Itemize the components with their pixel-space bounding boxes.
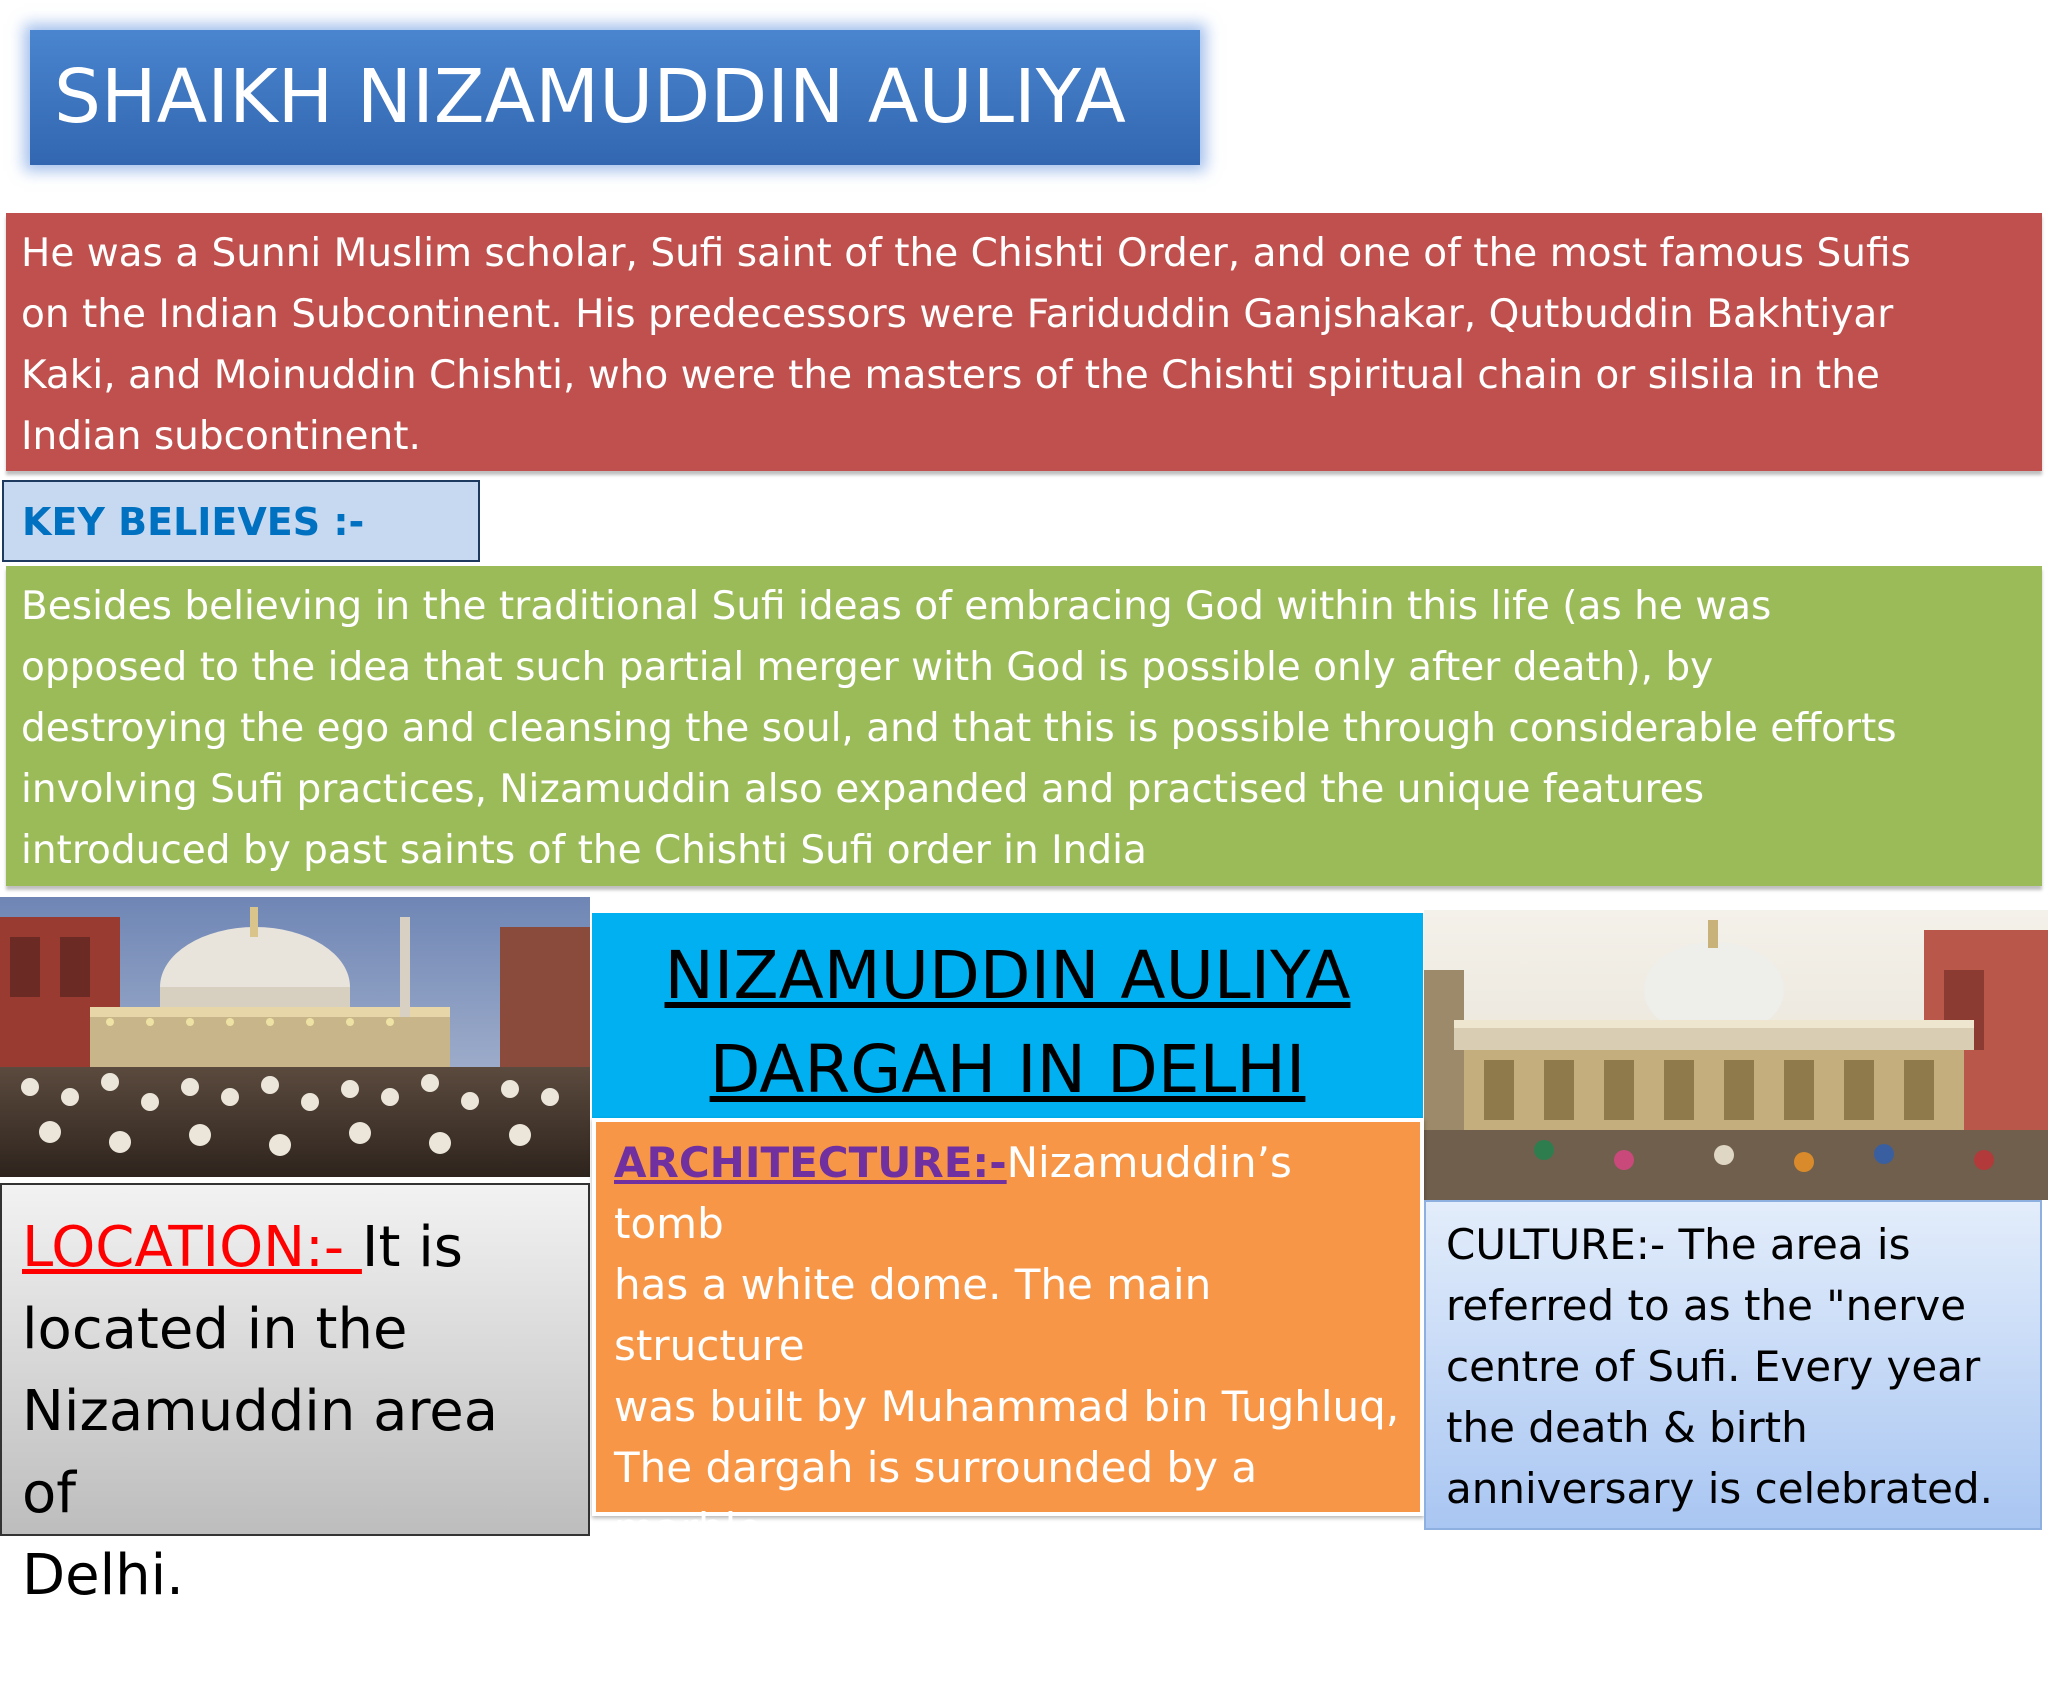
location-text: Delhi. (22, 1543, 184, 1608)
key-believes-heading: KEY BELIEVES :- (2, 480, 480, 562)
location-text: Nizamuddin area of (22, 1379, 499, 1526)
architecture-text: intricate (614, 1626, 803, 1675)
location-text: located in the (22, 1297, 408, 1362)
culture-line: centre of Sufi. Every year (1446, 1342, 1981, 1391)
dargah-shrine-photo (1424, 910, 2048, 1200)
intro-line: Indian subcontinent. (21, 414, 421, 459)
believes-line: Besides believing in the traditional Sufi ideas of embracing God within this life (as he was (21, 584, 1772, 629)
architecture-line: was built by Muhammad bin Tughluq, (614, 1382, 1400, 1431)
culture-line: the death & birth (1446, 1403, 1808, 1452)
architecture-italic-word: jaalis. (802, 1626, 924, 1675)
architecture-line: has a white dome. The main structure (614, 1260, 1212, 1370)
culture-line: referred to as the "nerve (1446, 1281, 1967, 1330)
architecture-line: The dargah is surrounded by a marble (614, 1443, 1258, 1553)
intro-text-box (6, 213, 2042, 471)
location-heading: LOCATION:- (22, 1215, 362, 1280)
architecture-last-line (614, 1620, 1410, 1681)
intro-line: on the Indian Subcontinent. His predecessors were Fariduddin Ganjshakar, Qutbuddin Bakhtiyar (21, 292, 1894, 337)
dargah-heading-line2: DARGAH IN DELHI (709, 1031, 1306, 1108)
slide-title: SHAIKH NIZAMUDDIN AULIYA (30, 30, 1200, 165)
architecture-text: Nizamuddin’s tomb (614, 1138, 1292, 1248)
dargah-heading (592, 913, 1423, 1118)
dargah-crowd-photo (0, 897, 590, 1177)
intro-line: Kaki, and Moinuddin Chishti, who were the masters of the Chishti spiritual chain or silsila in the (21, 353, 1880, 398)
architecture-line: patio and is covered with (614, 1565, 1144, 1614)
location-box (0, 1183, 590, 1608)
intro-line: He was a Sunni Muslim scholar, Sufi saint of the Chishti Order, and one of the most famous Sufis (21, 231, 1911, 276)
location-text: It is (361, 1215, 463, 1280)
architecture-box (592, 1118, 1424, 1675)
believes-line: opposed to the idea that such partial merger with God is possible only after death), by (21, 645, 1714, 690)
culture-line: CULTURE:- The area is (1446, 1220, 1911, 1269)
culture-line: anniversary is celebrated. (1446, 1464, 1994, 1513)
architecture-first-line (614, 1132, 1410, 1254)
believes-line: destroying the ego and cleansing the soul, and that this is possible through considerable efforts (21, 706, 1897, 751)
believes-line: introduced by past saints of the Chishti Sufi order in India (21, 828, 1147, 873)
culture-box (1424, 1200, 2042, 1530)
architecture-heading: ARCHITECTURE:- (614, 1138, 1007, 1187)
key-believes-text-box (6, 566, 2042, 886)
believes-line: involving Sufi practices, Nizamuddin also expanded and practised the unique features (21, 767, 1705, 812)
dargah-heading-line1: NIZAMUDDIN AULIYA (664, 937, 1351, 1014)
